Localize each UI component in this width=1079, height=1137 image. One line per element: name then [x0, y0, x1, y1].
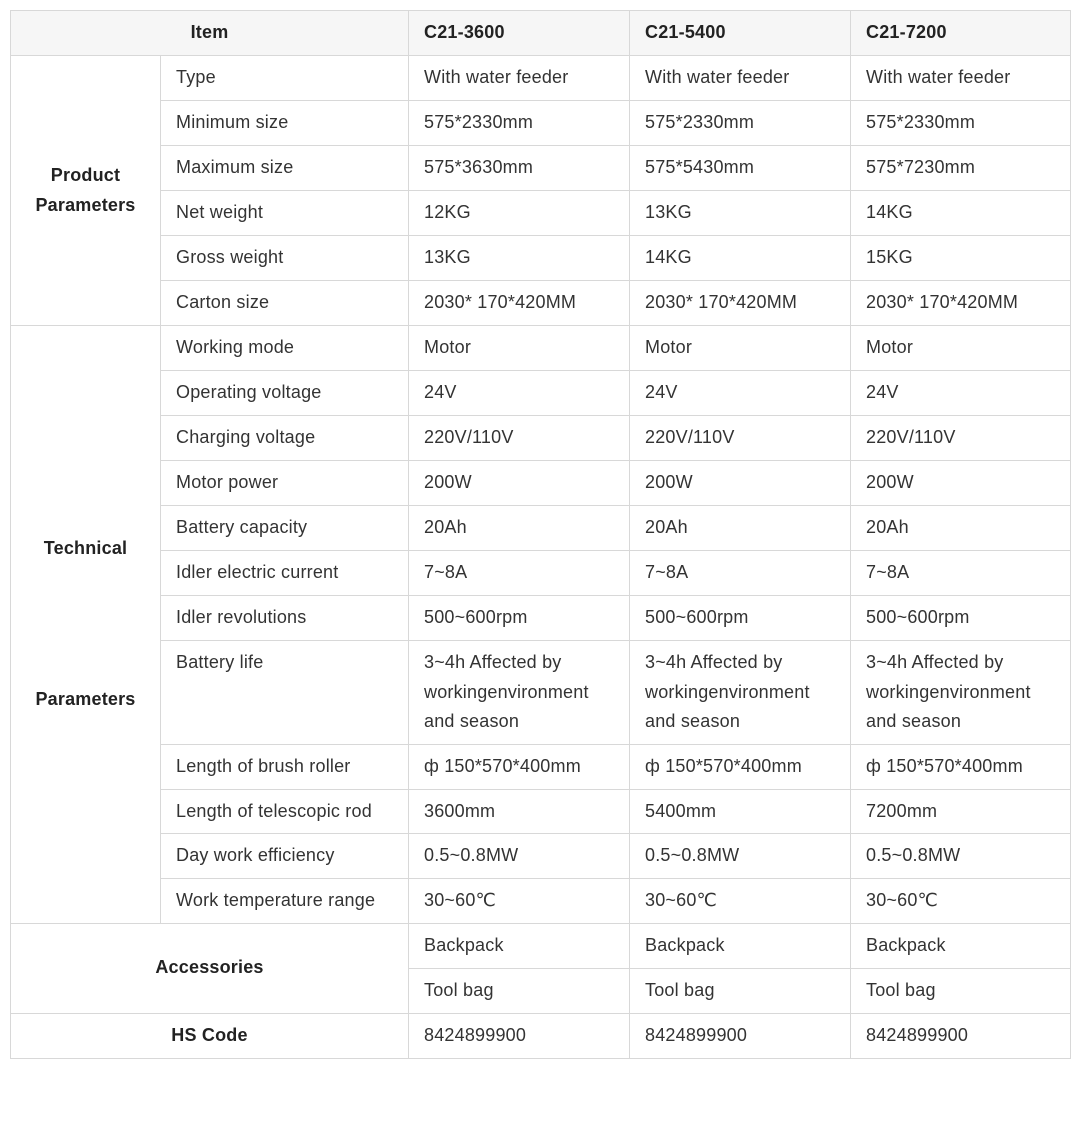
table-row [11, 879, 1071, 924]
cell-value: 575*3630mm [409, 146, 630, 191]
cell-value: 575*2330mm [851, 101, 1071, 146]
cell-value: 3~4h Affected by workingenvironment and season [409, 641, 630, 745]
cell-value: 3~4h Affected by workingenvironment and season [630, 641, 851, 745]
row-label: Length of brush roller [161, 744, 409, 789]
row-label: Work temperature range [161, 879, 409, 924]
cell-value: 12KG [409, 191, 630, 236]
table-row [11, 923, 1071, 968]
cell-value: 575*2330mm [409, 101, 630, 146]
accessories-group: Accessories [11, 923, 409, 1013]
cell-value: 0.5~0.8MW [409, 834, 630, 879]
table-row [11, 744, 1071, 789]
table-row [11, 789, 1071, 834]
row-label: Length of telescopic rod [161, 789, 409, 834]
cell-value: 8424899900 [630, 1013, 851, 1058]
row-label: Minimum size [161, 101, 409, 146]
cell-value: 30~60℃ [630, 879, 851, 924]
table-row [11, 191, 1071, 236]
cell-value: 7~8A [630, 551, 851, 596]
cell-value: 575*5430mm [630, 146, 851, 191]
spec-table [10, 10, 1071, 1059]
row-label: Gross weight [161, 236, 409, 281]
table-row [11, 1013, 1071, 1058]
cell-value: 575*7230mm [851, 146, 1071, 191]
table-row [11, 371, 1071, 416]
cell-value: With water feeder [851, 56, 1071, 101]
cell-value: 20Ah [851, 506, 1071, 551]
cell-value: Motor [630, 326, 851, 371]
row-label: Motor power [161, 461, 409, 506]
cell-value: 3600mm [409, 789, 630, 834]
row-label: Charging voltage [161, 416, 409, 461]
row-label: Carton size [161, 281, 409, 326]
cell-value: With water feeder [409, 56, 630, 101]
cell-value: ф 150*570*400mm [630, 744, 851, 789]
row-label: Type [161, 56, 409, 101]
cell-value: 7200mm [851, 789, 1071, 834]
cell-value: 575*2330mm [630, 101, 851, 146]
cell-value: 500~600rpm [851, 596, 1071, 641]
row-label: Working mode [161, 326, 409, 371]
cell-value: 3~4h Affected by workingenvironment and season [851, 641, 1071, 745]
row-label: Net weight [161, 191, 409, 236]
cell-value: Backpack [630, 923, 851, 968]
cell-value: ф 150*570*400mm [409, 744, 630, 789]
cell-value: 200W [630, 461, 851, 506]
cell-value: 200W [851, 461, 1071, 506]
item-header: Item [11, 11, 409, 56]
cell-value: 8424899900 [851, 1013, 1071, 1058]
cell-value: 2030* 170*420MM [851, 281, 1071, 326]
product-parameters-group [11, 56, 161, 326]
table-row [11, 416, 1071, 461]
table-row [11, 146, 1071, 191]
model-header: C21-7200 [851, 11, 1071, 56]
header-row [11, 11, 1071, 56]
cell-value: 20Ah [630, 506, 851, 551]
table-row [11, 506, 1071, 551]
row-label: Idler revolutions [161, 596, 409, 641]
group-label-line: Product [50, 165, 121, 185]
table-row [11, 236, 1071, 281]
row-label: Battery life [161, 641, 409, 745]
cell-value: 24V [409, 371, 630, 416]
cell-value: 0.5~0.8MW [630, 834, 851, 879]
cell-value: 5400mm [630, 789, 851, 834]
group-label-line: Parameters [35, 194, 136, 215]
cell-value: Motor [409, 326, 630, 371]
cell-value: Backpack [409, 923, 630, 968]
table-row [11, 596, 1071, 641]
group-label-line: Technical [43, 538, 128, 559]
group-label-line: Parameters [35, 688, 136, 709]
cell-value: 220V/110V [851, 416, 1071, 461]
cell-value: 24V [630, 371, 851, 416]
technical-parameters-group [11, 326, 161, 924]
cell-value: ф 150*570*400mm [851, 744, 1071, 789]
model-header: C21-5400 [630, 11, 851, 56]
cell-value: 15KG [851, 236, 1071, 281]
cell-value: 30~60℃ [851, 879, 1071, 924]
cell-value: 7~8A [851, 551, 1071, 596]
cell-value: Backpack [851, 923, 1071, 968]
cell-value: 13KG [630, 191, 851, 236]
model-header: C21-3600 [409, 11, 630, 56]
row-label: Day work efficiency [161, 834, 409, 879]
table-row [11, 834, 1071, 879]
cell-value: Tool bag [851, 968, 1071, 1013]
hs-code-label: HS Code [11, 1013, 409, 1058]
cell-value: 14KG [851, 191, 1071, 236]
cell-value: 7~8A [409, 551, 630, 596]
table-row [11, 551, 1071, 596]
cell-value: 0.5~0.8MW [851, 834, 1071, 879]
cell-value: 24V [851, 371, 1071, 416]
table-row [11, 281, 1071, 326]
cell-value: 500~600rpm [409, 596, 630, 641]
table-row [11, 326, 1071, 371]
cell-value: 30~60℃ [409, 879, 630, 924]
table-row [11, 641, 1071, 745]
table-row [11, 101, 1071, 146]
row-label: Idler electric current [161, 551, 409, 596]
cell-value: 2030* 170*420MM [409, 281, 630, 326]
row-label: Operating voltage [161, 371, 409, 416]
cell-value: Motor [851, 326, 1071, 371]
cell-value: With water feeder [630, 56, 851, 101]
cell-value: 220V/110V [630, 416, 851, 461]
cell-value: 8424899900 [409, 1013, 630, 1058]
cell-value: 20Ah [409, 506, 630, 551]
table-row [11, 56, 1071, 101]
cell-value: 14KG [630, 236, 851, 281]
cell-value: Tool bag [630, 968, 851, 1013]
cell-value: 200W [409, 461, 630, 506]
table-row [11, 461, 1071, 506]
cell-value: 220V/110V [409, 416, 630, 461]
cell-value: 500~600rpm [630, 596, 851, 641]
row-label: Battery capacity [161, 506, 409, 551]
cell-value: 2030* 170*420MM [630, 281, 851, 326]
cell-value: Tool bag [409, 968, 630, 1013]
row-label: Maximum size [161, 146, 409, 191]
cell-value: 13KG [409, 236, 630, 281]
